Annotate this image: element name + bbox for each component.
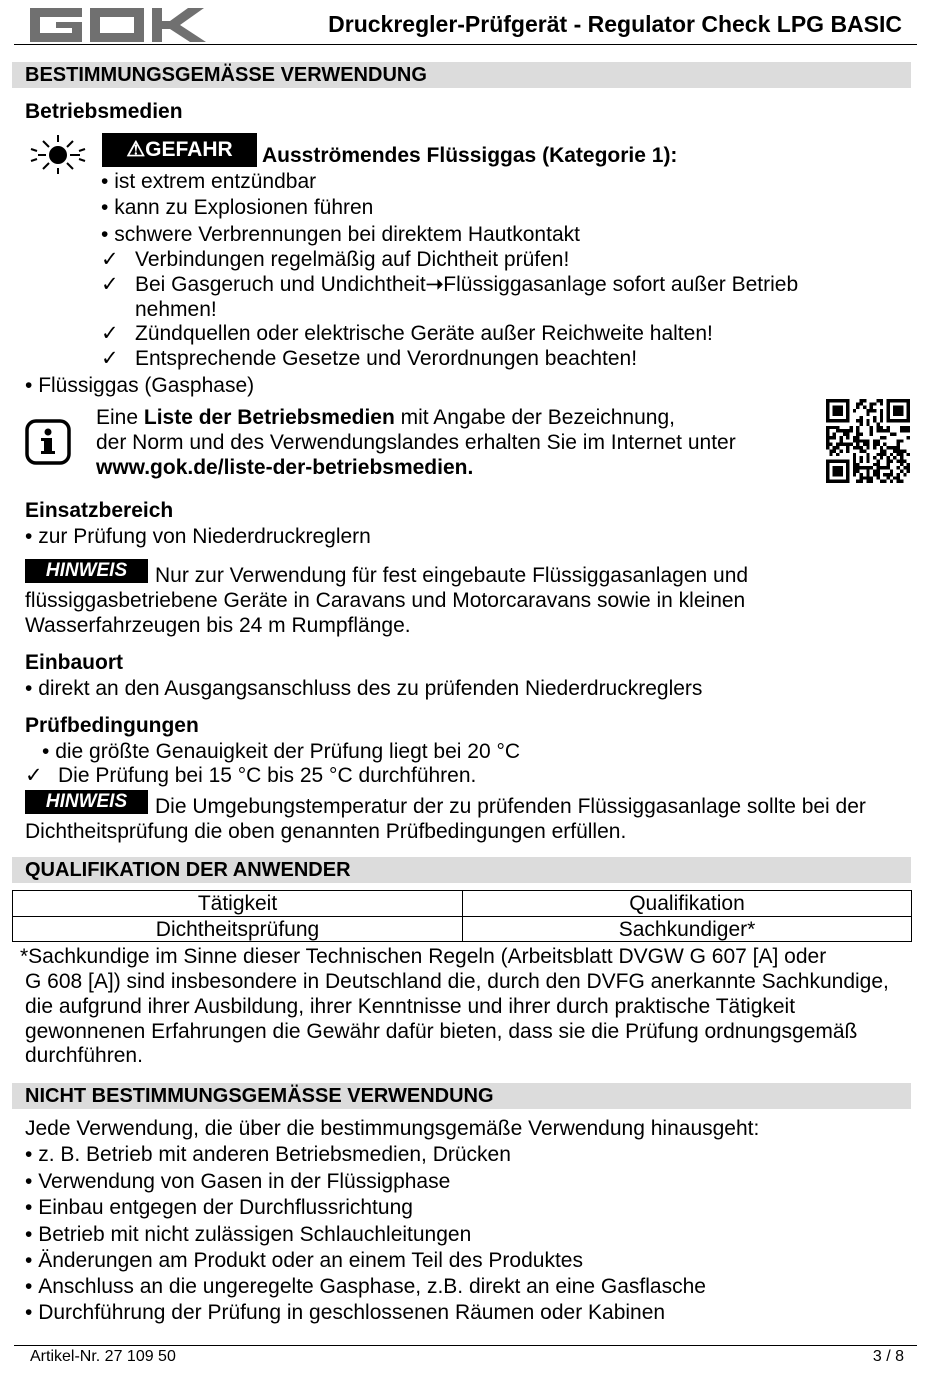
measure-text: Bei Gasgeruch und Undichtheit➝Flüssiggasanlage sofort außer Betrieb — [135, 273, 799, 296]
measure-text: Die Prüfung bei 15 °C bis 25 °C durchführen. — [58, 764, 477, 787]
list-item: • direkt an den Ausgangsanschluss des zu prüfenden Niederdruckreglers — [25, 677, 703, 700]
checkmark-icon: ✓ — [101, 248, 119, 271]
header-rule — [14, 44, 917, 45]
note-text: flüssiggasbetriebene Geräte in Caravans und Motorcaravans sowie in kleinen — [25, 589, 746, 612]
note-text: Wasserfahrzeugen bis 24 m Rumpflänge. — [25, 614, 411, 637]
measure-text: nehmen! — [135, 298, 217, 321]
measure-item — [101, 272, 119, 297]
gok-logo — [30, 8, 206, 42]
footer-rule — [14, 1345, 917, 1346]
footnote-text: gewonnenen Erfahrungen die Gewähr dafür bieten, dass sie die Prüfung ordnungsgemäß — [25, 1020, 858, 1043]
footnote-text: durchführen. — [25, 1044, 143, 1067]
note-text: Die Umgebungstemperatur der zu prüfenden Flüssiggasanlage sollte bei der — [155, 795, 866, 818]
list-item: • Verwendung von Gasen in der Flüssigphase — [25, 1170, 451, 1193]
qr-code — [826, 399, 910, 483]
warning-triangle-icon: ⚠ — [126, 138, 146, 161]
note-label: HINWEIS — [25, 559, 148, 583]
list-item: • Durchführung der Prüfung in geschlossenen Räumen oder Kabinen — [25, 1301, 666, 1324]
danger-label: ⚠GEFAHR — [102, 133, 257, 167]
footnote-text: *Sachkundige im Sinne dieser Technischen Regeln (Arbeitsblatt DVGW G 607 [A] oder — [20, 945, 827, 968]
list-item: • Betrieb mit nicht zulässigen Schlauchleitungen — [25, 1223, 472, 1246]
table-header-qualification: Qualifikation — [629, 892, 745, 915]
test-conditions-heading: Prüfbedingungen — [25, 714, 199, 737]
section-header-not-intended-use: NICHT BESTIMMUNGSGEMÄSSE VERWENDUNG — [12, 1083, 911, 1109]
page-number: 3 / 8 — [872, 1348, 904, 1365]
checkmark-icon: ✓ — [25, 764, 43, 787]
table-divider — [13, 916, 911, 917]
table-header-activity: Tätigkeit — [197, 892, 278, 915]
list-item: • zur Prüfung von Niederdruckreglern — [25, 525, 371, 548]
info-text-line: Eine Liste der Betriebsmedien mit Angabe der Bezeichnung, — [96, 406, 675, 429]
misuse-intro: Jede Verwendung, die über die bestimmungsgemäße Verwendung hinausgeht: — [25, 1117, 760, 1140]
checkmark-icon: ✓ — [101, 347, 119, 370]
measure-text: Verbindungen regelmäßig auf Dichtheit prüfen! — [135, 248, 570, 271]
list-item: • z. B. Betrieb mit anderen Betriebsmedien, Drücken — [25, 1143, 511, 1166]
installation-heading: Einbauort — [25, 651, 123, 674]
qualification-table — [12, 890, 912, 942]
table-cell-qualification: Sachkundiger* — [618, 918, 756, 941]
checkmark-icon: ✓ — [101, 273, 119, 296]
measure-item — [101, 346, 119, 371]
list-item: • ist extrem entzündbar — [101, 170, 317, 193]
info-icon — [25, 419, 71, 465]
list-item: • Anschluss an die ungeregelte Gasphase, z.B. direkt an eine Gasflasche — [25, 1275, 706, 1298]
article-number: Artikel-Nr. 27 109 50 — [30, 1348, 176, 1365]
measure-text: Entsprechende Gesetze und Verordnungen beachten! — [135, 347, 638, 370]
list-item: • kann zu Explosionen führen — [101, 196, 374, 219]
media-list-link[interactable]: www.gok.de/liste-der-betriebsmedien. — [96, 456, 474, 479]
checkmark-icon: ✓ — [101, 322, 119, 345]
list-item: • Flüssiggas (Gasphase) — [25, 374, 255, 397]
operating-media-heading: Betriebsmedien — [25, 100, 183, 123]
table-cell-activity: Dichtheitsprüfung — [155, 918, 320, 941]
section-header-intended-use: BESTIMMUNGSGEMÄSSE VERWENDUNG — [12, 62, 911, 88]
section-header-qualification: QUALIFIKATION DER ANWENDER — [12, 857, 911, 883]
document-title: Druckregler-Prüfgerät - Regulator Check LPG BASIC — [328, 11, 902, 37]
footnote-text: die aufgrund ihrer Ausbildung, ihrer Kenntnisse und ihrer durch praktische Tätigkeit — [25, 995, 796, 1018]
list-item: • Einbau entgegen der Durchflussrichtung — [25, 1196, 413, 1219]
list-item: • schwere Verbrennungen bei direktem Hautkontakt — [101, 223, 580, 246]
list-item: • die größte Genauigkeit der Prüfung liegt bei 20 °C — [42, 740, 521, 763]
application-heading: Einsatzbereich — [25, 499, 174, 522]
measure-item — [101, 321, 119, 346]
danger-title: Ausströmendes Flüssiggas (Kategorie 1): — [262, 144, 678, 167]
note-label: HINWEIS — [25, 790, 148, 814]
info-text-line: der Norm und des Verwendungslandes erhalten Sie im Internet unter — [96, 431, 736, 454]
list-item: • Änderungen am Produkt oder an einem Teil des Produktes — [25, 1249, 583, 1272]
explosive-icon — [28, 133, 88, 175]
arrow-right-icon: ➝ — [425, 273, 444, 296]
measure-text: Zündquellen oder elektrische Geräte außer Reichweite halten! — [135, 322, 713, 345]
note-text: Nur zur Verwendung für fest eingebaute Flüssiggasanlagen und — [155, 564, 749, 587]
note-text: Dichtheitsprüfung die oben genannten Prüfbedingungen erfüllen. — [25, 820, 627, 843]
footnote-text: G 608 [A]) sind insbesondere in Deutschland die, durch den DVFG anerkannte Sachkundige, — [25, 970, 889, 993]
measure-item — [25, 763, 43, 788]
measure-item — [101, 247, 119, 272]
